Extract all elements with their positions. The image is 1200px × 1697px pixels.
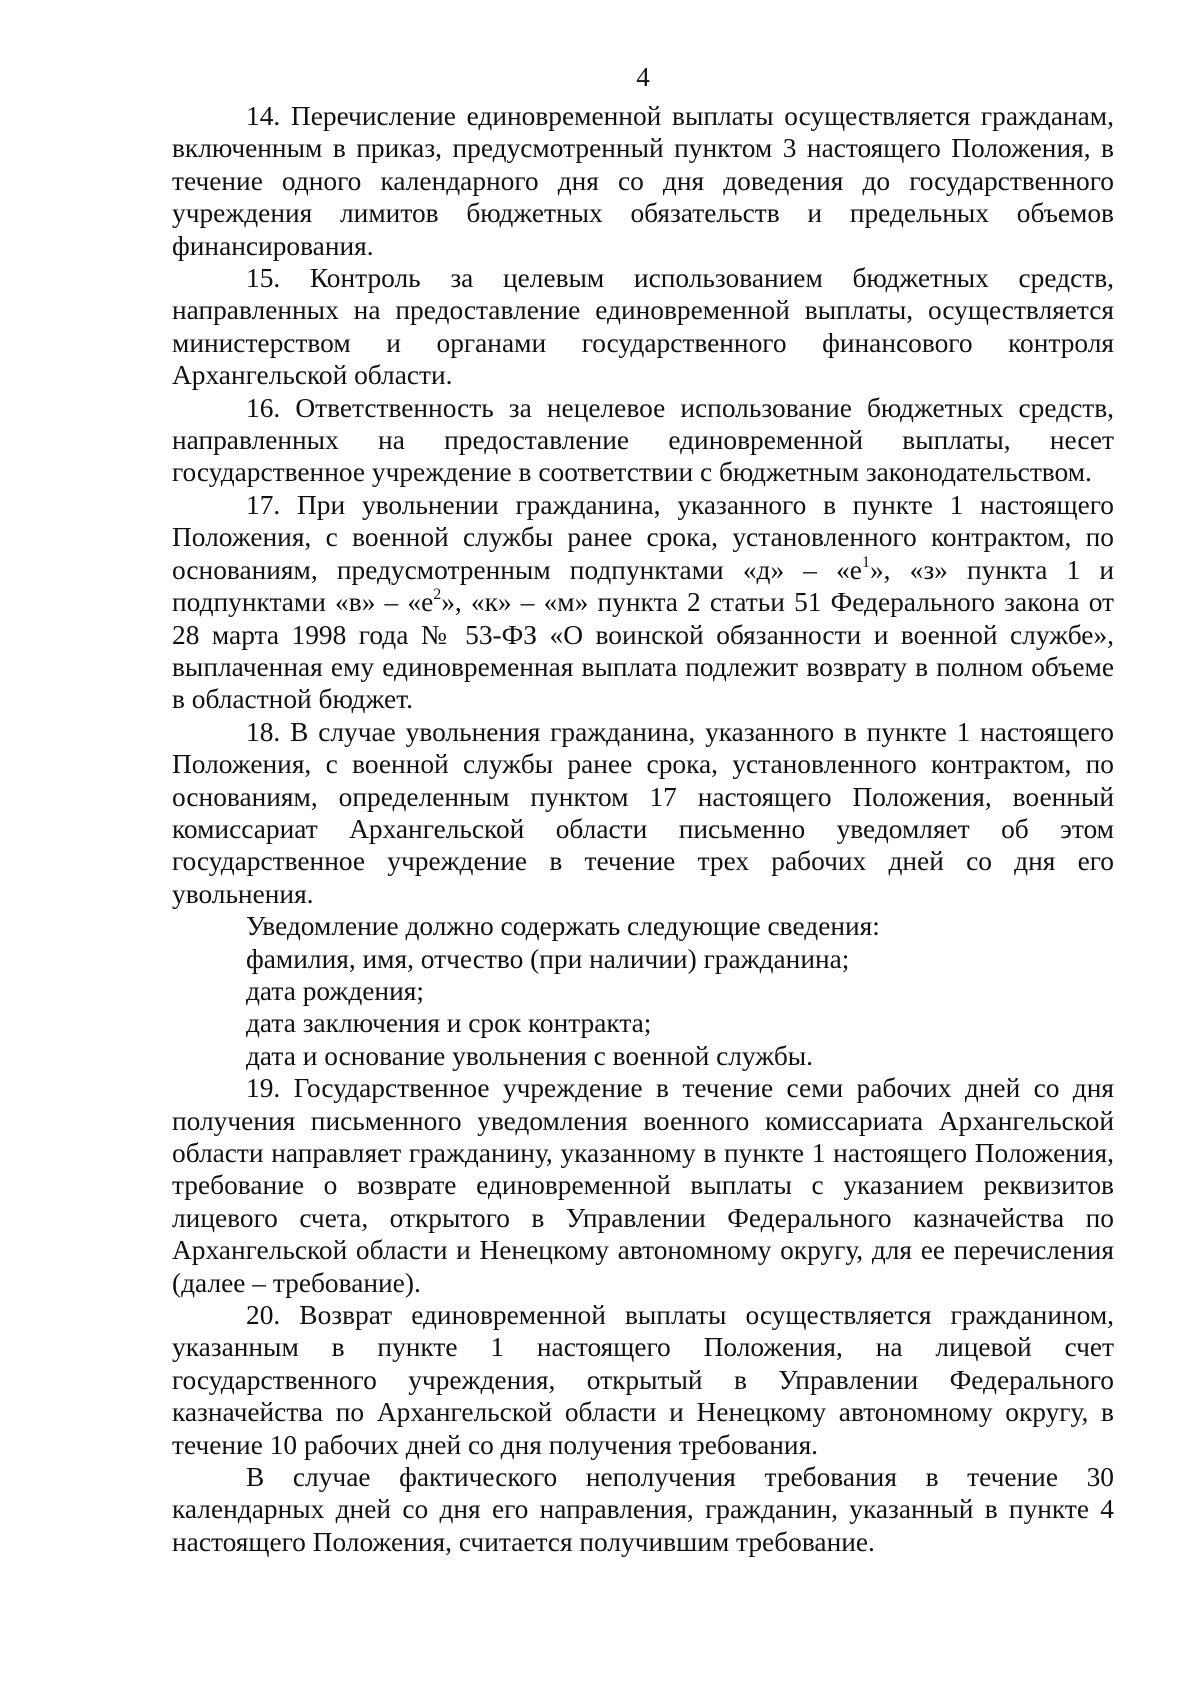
list-item: дата рождения; [246, 975, 424, 1006]
list-item: дата и основание увольнения с военной службы. [246, 1040, 814, 1071]
paragraph-18: 18. В случае увольнения гражданина, указанного в пункте 1 настоящего Положения, с военной службы ранее срока, установленного контрактом, по основаниям, определенным пунктом 17 настоящего Положения, военный комиссариат Архангельской области письменно уведомляет об этом государственное учреждение в течение трех рабочих дней со дня его увольнения. [172, 716, 1114, 909]
paragraph-17 [172, 489, 1114, 716]
paragraph-17-part-3: », «к» – «м» пункта 2 статьи 51 Федерального закона от 28 марта 1998 года № 53-ФЗ «О воинской обязанности и военной службе», выплаченная ему единовременная выплата подлежит возврату в полном объеме в областной бюджет. [172, 587, 1115, 715]
list-item: фамилия, имя, отчество (при наличии) гражданина; [246, 943, 850, 974]
paragraph-18-notice: Уведомление должно содержать следующие сведения: [246, 911, 880, 942]
list-item: дата заключения и срок контракта; [246, 1008, 652, 1039]
paragraph-20: 20. Возврат единовременной выплаты осуществляется гражданином, указанным в пункте 1 настоящего Положения, на лицевой счет государственного учреждения, открытый в Управлении Федерального казначейства по Архангельской области и Ненецкому автономному округу, в течение 10 рабочих дней со дня получения требования. [172, 1300, 1114, 1460]
paragraph-14: 14. Перечисление единовременной выплаты осуществляется гражданам, включенным в приказ, предусмотренный пунктом 3 настоящего Положения, в течение одного календарного дня со дня доведения до государственного учреждения лимитов бюджетных обязательств и предельных объемов финансирования. [172, 101, 1114, 261]
paragraph-15: 15. Контроль за целевым использованием бюджетных средств, направленных на предоставление единовременной выплаты, осуществляется министерством и органами государственного финансового контроля Архангельской области. [172, 263, 1114, 391]
paragraph-20-second: В случае фактического неполучения требования в течение 30 календарных дней со дня его направления, гражданин, указанный в пункте 4 настоящего Положения, считается получившим требование. [172, 1462, 1114, 1557]
superscript-1: 1 [861, 553, 870, 571]
paragraph-19: 19. Государственное учреждение в течение семи рабочих дней со дня получения письменного уведомления военного комиссариата Архангельской области направляет гражданину, указанному в пункте 1 настоящего Положения, требование о возврате единовременной выплаты с указанием реквизитов лицевого счета, открытого в Управлении Федерального казначейства по Архангельской области и Ненецкому автономному округу, для ее перечисления (далее – требование). [172, 1073, 1114, 1298]
superscript-2: 2 [433, 585, 442, 603]
paragraph-17-part-2: », «з» пункта 1 и подпунктами «в» – «е [172, 554, 1114, 618]
document-page [172, 62, 1114, 1662]
paragraph-17-part-1: 17. При увольнении гражданина, указанного в пункте 1 настоящего Положения, с военной службы ранее срока, установленного контрактом, по основаниям, предусмотренным подпунктами «д» – «е [172, 489, 1114, 585]
page-number: 4 [636, 62, 650, 92]
paragraph-16: 16. Ответственность за нецелевое использование бюджетных средств, направленных на предоставление единовременной выплаты, несет государственное учреждение в соответствии с бюджетным законодательством. [172, 392, 1114, 488]
